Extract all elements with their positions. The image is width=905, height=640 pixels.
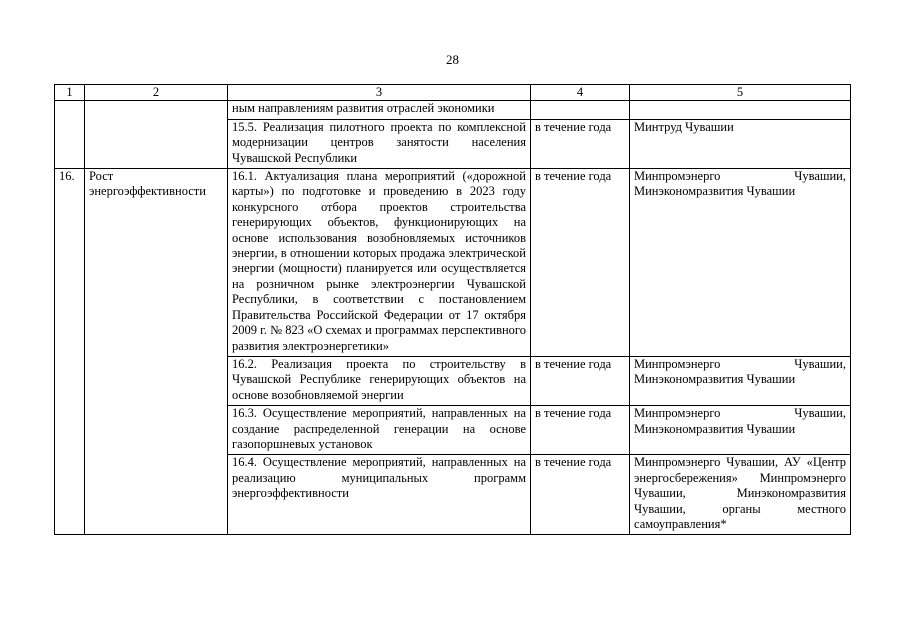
column-header-2: 2: [85, 85, 228, 101]
row-measure: 16.4. Осуществление мероприятий, направленных на реализацию муниципальных программ энергоэффективности: [228, 455, 531, 535]
row-executor: Минпромэнерго Чувашии, Минэкономразвития Чувашии: [630, 356, 851, 405]
column-header-3: 3: [228, 85, 531, 101]
row-measure: ным направлениям развития отраслей экономики: [228, 101, 531, 119]
row-executor: Минпромэнерго Чувашии, АУ «Центр энергосбережения» Минпромэнерго Чувашии, Минэкономразвития Чувашии, органы местного самоуправления*: [630, 455, 851, 535]
row-term: в течение года: [531, 169, 630, 357]
column-header-5: 5: [630, 85, 851, 101]
row-measure: 16.3. Осуществление мероприятий, направленных на создание распределенной генерации на основе газопоршневых установок: [228, 406, 531, 455]
table-row: [55, 169, 851, 357]
row-number: [55, 406, 85, 455]
row-measure: 16.1. Актуализация плана мероприятий («дорожной карты») по подготовке и проведению в 2023 году конкурсного отбора проектов строительства генерирующих объектов, функционирующих на основе использования возобновляемых источников энергии, в отношении которых продажа электрической энергии (мощности) планируется или осуществляется на розничном рынке электроэнергии Чувашской Республики, в соответствии с постановлением Правительства Российской Федерации от 17 октября 2009 г. № 823 «О схемах и программах перспективного развития электроэнергетики»: [228, 169, 531, 357]
measures-table: [54, 84, 851, 535]
row-number: 16.: [55, 169, 85, 357]
row-number: [55, 455, 85, 535]
row-term: в течение года: [531, 119, 630, 168]
row-number: [55, 356, 85, 405]
table-row: [55, 101, 851, 119]
row-direction: Рост энергоэффективности: [85, 169, 228, 357]
row-direction: [85, 455, 228, 535]
row-term: в течение года: [531, 356, 630, 405]
row-number: [55, 101, 85, 119]
page-number: 28: [446, 52, 459, 67]
row-executor: Минпромэнерго Чувашии, Минэкономразвития Чувашии: [630, 169, 851, 357]
row-direction: [85, 356, 228, 405]
row-direction: [85, 119, 228, 168]
row-number: [55, 119, 85, 168]
row-executor: Минпромэнерго Чувашии, Минэкономразвития Чувашии: [630, 406, 851, 455]
row-executor: [630, 101, 851, 119]
row-term: в течение года: [531, 406, 630, 455]
row-executor: Минтруд Чувашии: [630, 119, 851, 168]
column-header-4: 4: [531, 85, 630, 101]
row-measure: 16.2. Реализация проекта по строительству в Чувашской Республике генерирующих объектов на основе возобновляемой энергии: [228, 356, 531, 405]
table-row: [55, 119, 851, 168]
row-term: в течение года: [531, 455, 630, 535]
table-row: [55, 406, 851, 455]
column-header-1: 1: [55, 85, 85, 101]
row-term: [531, 101, 630, 119]
row-measure: 15.5. Реализация пилотного проекта по комплексной модернизации центров занятости населения Чувашской Республики: [228, 119, 531, 168]
table-header-row: [55, 85, 851, 101]
row-direction: [85, 406, 228, 455]
table-row: [55, 356, 851, 405]
row-direction: [85, 101, 228, 119]
table-row: [55, 455, 851, 535]
